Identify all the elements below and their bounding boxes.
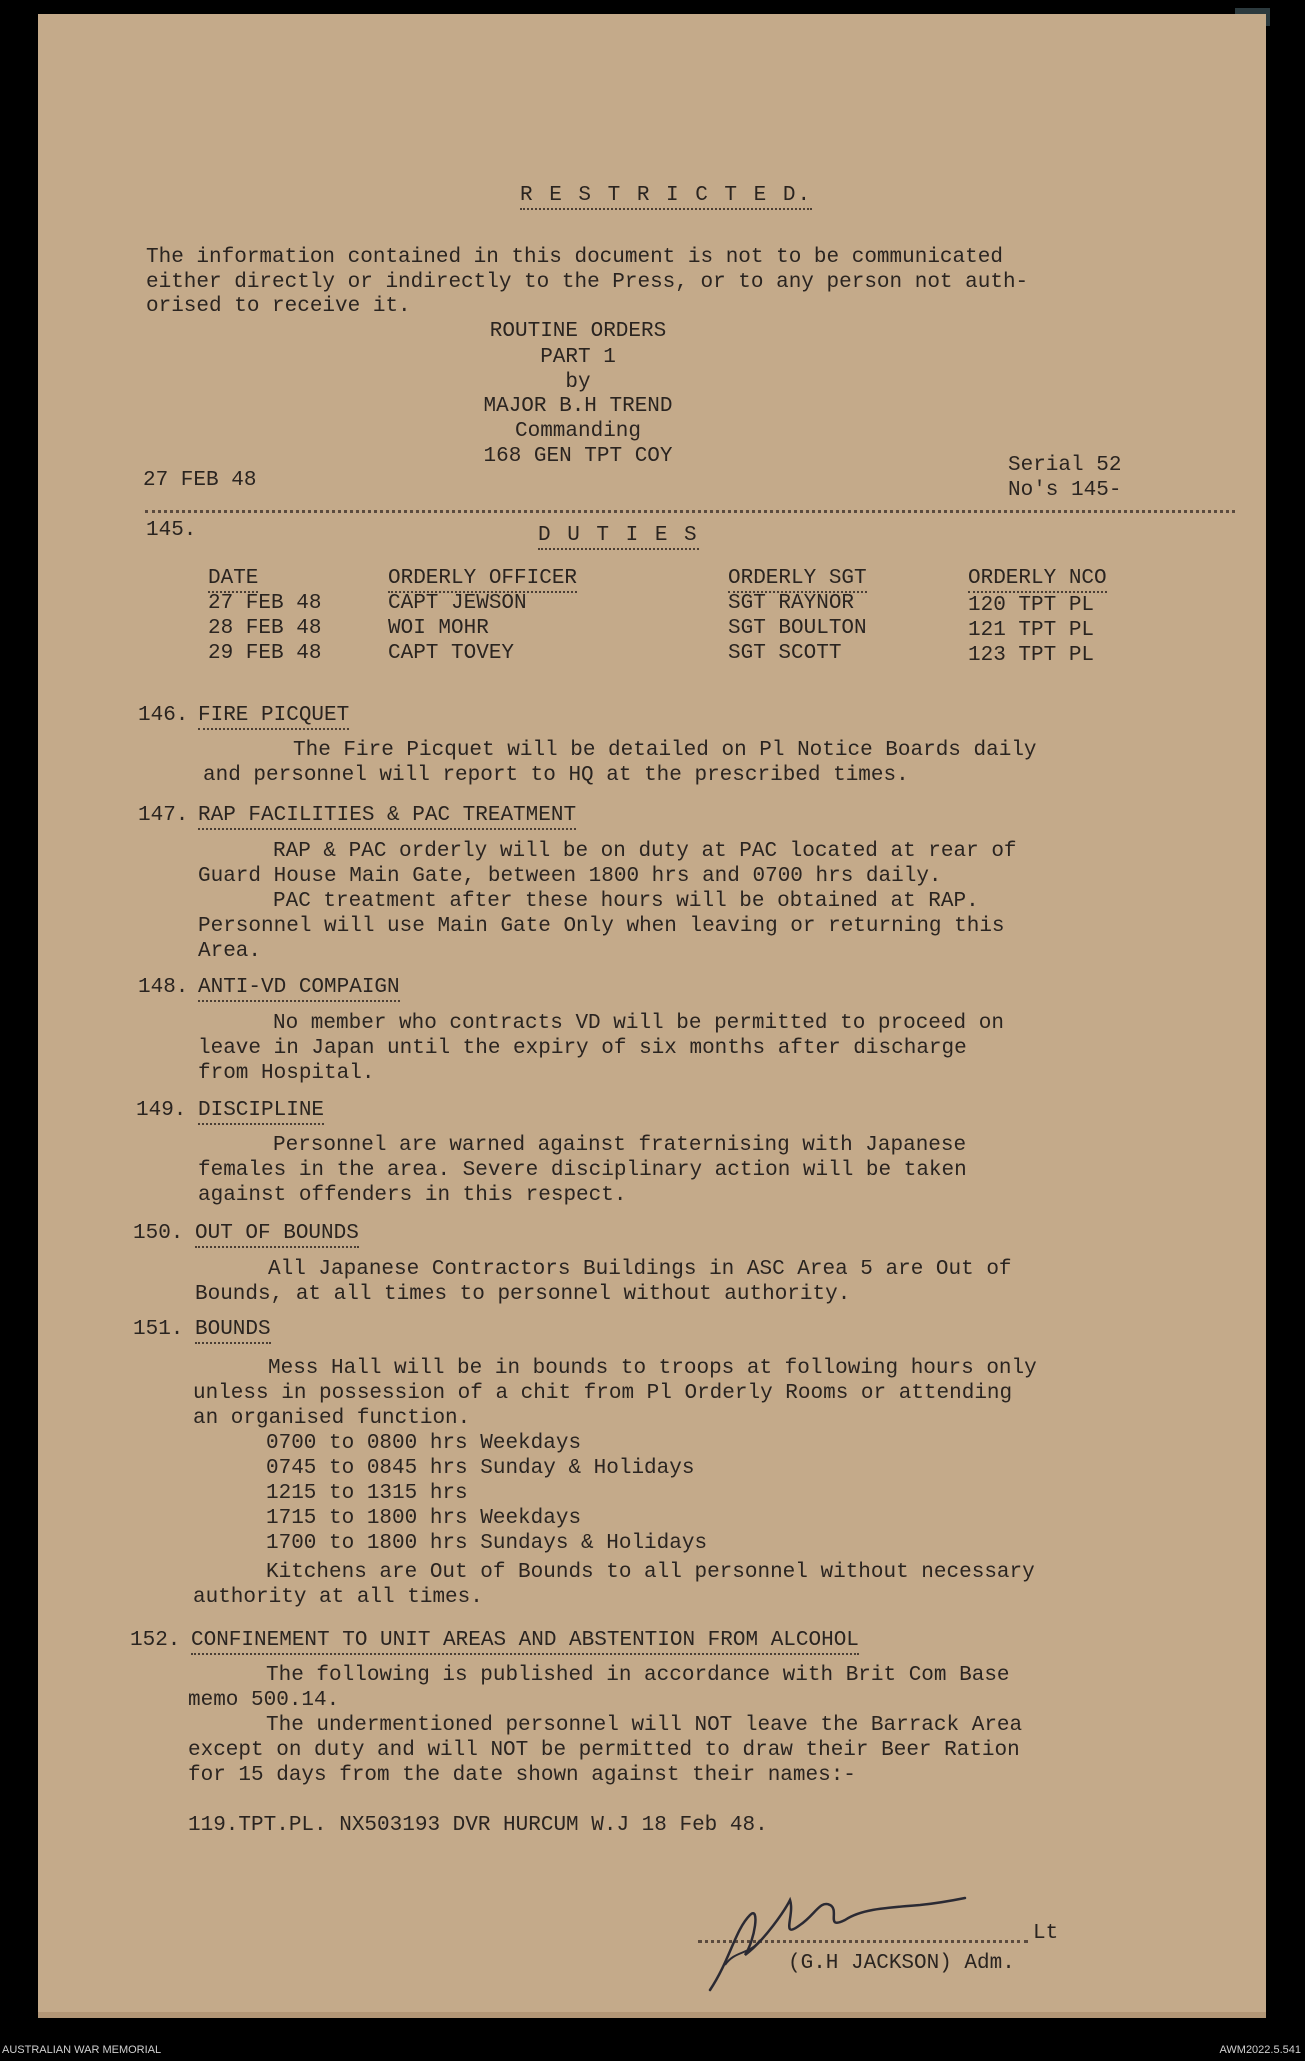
footer-institution: AUSTRALIAN WAR MEMORIAL [2,2044,162,2056]
duties-row-2-sgt: SGT BOULTON [728,617,867,640]
order-151-hours-3: 1215 to 1315 hrs [266,1482,468,1505]
title-line-4: MAJOR B.H TREND [483,395,673,418]
duties-row-2-officer: WOI MOHR [388,617,489,640]
signature-rank: Lt [1033,1922,1059,1945]
classification-heading: R E S T R I C T E D. [520,184,812,210]
order-148-line-1: No member who contracts VD will be permitted to proceed on [273,1012,1004,1035]
footer-accession-id: AWM2022.5.541 [1219,2044,1301,2056]
handwritten-signature [690,1870,990,2000]
order-152-line-1: The following is published in accordance with Brit Com Base [266,1664,1010,1687]
order-150-number: 150. [133,1222,184,1245]
notice-line-3: orised to receive it. [146,295,411,318]
order-149-line-3: against offenders in this respect. [198,1184,627,1207]
order-147-line-1: RAP & PAC orderly will be on duty at PAC located at rear of [273,840,1017,863]
notice-line-2: either directly or indirectly to the Press, or to any person not auth- [146,271,1029,294]
order-151-hours-4: 1715 to 1800 hrs Weekdays [266,1507,582,1530]
order-149-line-1: Personnel are warned against fraternising with Japanese [273,1134,967,1157]
order-147-line-2: Guard House Main Gate, between 1800 hrs and 0700 hrs daily. [198,865,942,888]
notice-line-1: The information contained in this document is not to be communicated [146,246,1003,269]
order-152-title: CONFINEMENT TO UNIT AREAS AND ABSTENTION FROM ALCOHOL [191,1629,859,1655]
duties-row-3-officer: CAPT TOVEY [388,642,515,665]
order-145-number: 145. [146,519,197,542]
order-148-number: 148. [138,976,189,999]
duties-row-3-nco: 123 TPT PL [968,644,1095,667]
order-151-line-3: an organised function. [193,1407,471,1430]
duties-row-1-officer: CAPT JEWSON [388,592,527,615]
order-151-hours-5: 1700 to 1800 hrs Sundays & Holidays [266,1532,708,1555]
order-149-number: 149. [136,1099,187,1122]
duties-row-1-date: 27 FEB 48 [208,592,322,615]
title-line-5: Commanding [514,420,642,443]
order-151-hours-2: 0745 to 0845 hrs Sunday & Holidays [266,1457,695,1480]
order-146-line-2: and personnel will report to HQ at the prescribed times. [203,764,909,787]
duties-col-date: DATE [208,567,258,593]
order-151-line-1: Mess Hall will be in bounds to troops at following hours only [268,1357,1037,1380]
separator-line [145,510,1235,513]
order-151-line-2: unless in possession of a chit from Pl Orderly Rooms or attending [193,1382,1013,1405]
order-147-line-5: Area. [198,940,262,963]
duties-col-nco: ORDERLY NCO [968,567,1107,593]
title-line-6: 168 GEN TPT COY [483,445,673,468]
duties-row-1-sgt: SGT RAYNOR [728,592,855,615]
order-146-title: FIRE PICQUET [198,704,349,730]
order-152-personnel-entry: 119.TPT.PL. NX503193 DVR HURCUM W.J 18 Feb 48. [188,1814,768,1837]
title-line-1: ROUTINE ORDERS [489,320,667,343]
order-152-line-3: The undermentioned personnel will NOT leave the Barrack Area [266,1714,1023,1737]
serial-number: Serial 52 [1008,454,1122,477]
order-148-title: ANTI-VD COMPAIGN [198,976,400,1002]
order-149-line-2: females in the area. Severe disciplinary action will be taken [198,1159,967,1182]
order-numbers: No's 145- [1008,479,1122,502]
order-152-line-2: memo 500.14. [188,1689,340,1712]
order-147-line-3: PAC treatment after these hours will be obtained at RAP. [273,890,979,913]
duties-title: D U T I E S [538,524,699,550]
order-146-line-1: The Fire Picquet will be detailed on Pl Notice Boards daily [293,739,1037,762]
order-150-line-1: All Japanese Contractors Buildings in ASC Area 5 are Out of [268,1258,1012,1281]
order-151-hours-1: 0700 to 0800 hrs Weekdays [266,1432,582,1455]
order-148-line-2: leave in Japan until the expiry of six months after discharge [198,1037,967,1060]
duties-row-2-date: 28 FEB 48 [208,617,322,640]
order-151-number: 151. [133,1318,184,1341]
order-150-line-2: Bounds, at all times to personnel without authority. [195,1283,851,1306]
duties-col-officer: ORDERLY OFFICER [388,567,577,593]
order-152-line-5: for 15 days from the date shown against their names:- [188,1764,856,1787]
order-149-title: DISCIPLINE [198,1099,324,1125]
order-151-title: BOUNDS [195,1318,271,1344]
document-page [38,14,1266,2018]
order-152-line-4: except on duty and will NOT be permitted to draw their Beer Ration [188,1739,1020,1762]
duties-row-3-sgt: SGT SCOTT [728,642,842,665]
signature-name: (G.H JACKSON) Adm. [788,1952,1015,1975]
order-147-title: RAP FACILITIES & PAC TREATMENT [198,804,576,830]
duties-col-sgt: ORDERLY SGT [728,567,867,593]
order-146-number: 146. [138,704,189,727]
order-147-number: 147. [138,804,189,827]
title-line-3: by [565,371,591,394]
order-147-line-4: Personnel will use Main Gate Only when leaving or returning this [198,915,1005,938]
duties-row-2-nco: 121 TPT PL [968,619,1095,642]
duties-row-3-date: 29 FEB 48 [208,642,322,665]
order-151-line-5: authority at all times. [193,1586,483,1609]
title-line-2: PART 1 [540,346,616,369]
order-150-title: OUT OF BOUNDS [195,1222,359,1248]
order-148-line-3: from Hospital. [198,1062,375,1085]
order-151-line-4: Kitchens are Out of Bounds to all personnel without necessary [266,1561,1035,1584]
duties-row-1-nco: 120 TPT PL [968,594,1095,617]
order-152-number: 152. [130,1629,181,1652]
order-date: 27 FEB 48 [143,469,257,492]
